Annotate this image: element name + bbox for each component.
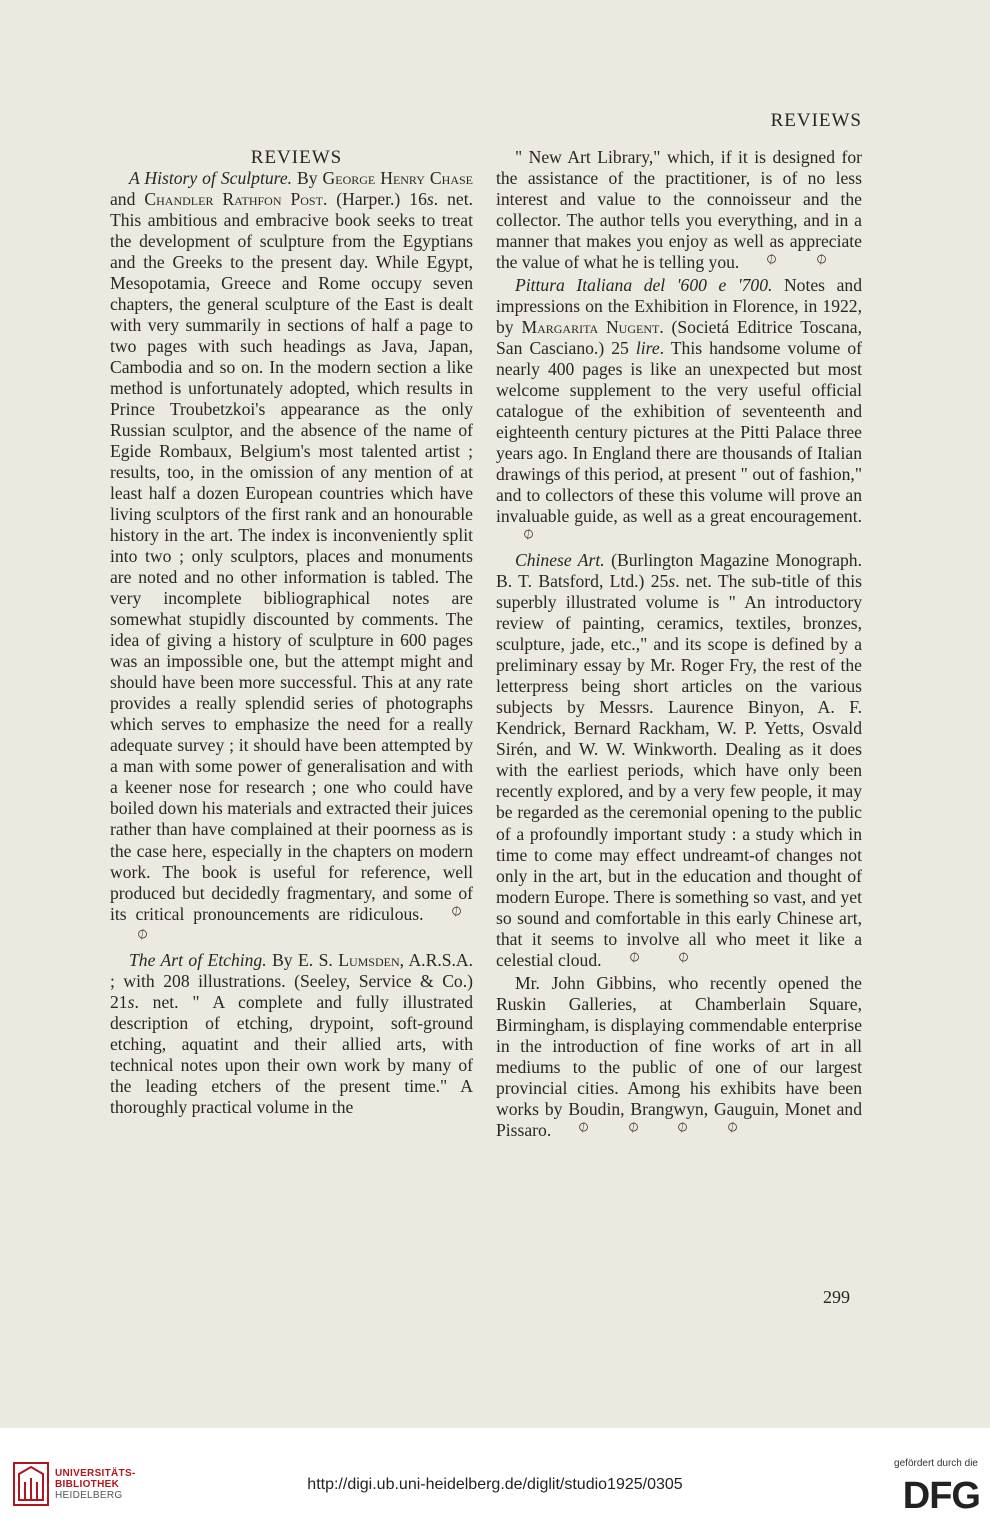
body-text: By <box>292 168 323 188</box>
leaf-ornament-icon: ∅ <box>724 1118 741 1136</box>
right-column <box>496 147 862 1143</box>
italic-text: s <box>127 991 135 1012</box>
page-number: 299 <box>823 1287 850 1307</box>
body-text: . net. This ambitious and embracive book seeks to treat the development of sculpture from the Egyptians and the Greeks to the present day. While Egypt, Mesopotamia, Greece and Rome occupy seven chapters, the general sculpture of the East is dealt with very summarily in sections of half a page to two pages with such headings as Java, Japan, Cambodia and so on. In the modern section a like method is unfortunately adopted, which results in Prince Troubetzkoi's appearance as the only Russian sculptor, and the absence of the name of Egide Rombaux, Belgium's most talented artist ; results, too, in the omission of any mention of at least half a dozen European countries which have living sculptors of the first rank and an honourable history in the art. The index is inconveniently split into two ; only sculptors, places and monuments are noted and no other information is tabled. The very incomplete bibliographical notes are somewhat stupidly discounted by comments. The idea of giving a history of sculpture in 600 pages was an impossible one, but the attempt might and should have been more successful. This at any rate provides a really splendid series of photographs which serves to emphasize the need for a really adequate survey ; it should have been attempted by a man with some power of generalisation and with a keener nose for research ; one who could have boiled down his materials and extracted their juices rather than have complained at their poorness as is the case here, especially in the chapters on modern work. The book is useful for reference, well produced but decidedly fragmentary, and some of its critical pronouncements are ridiculous. <box>110 189 473 924</box>
library-name-line3: HEIDELBERG <box>55 1490 123 1501</box>
body-text: . net. The sub-title of this superbly illustrated volume is " An introductory review of painting, ceramics, textiles, bronzes, sculpture, jade, etc.," and its scope is defined by a preliminary essay by Mr. Roger Fry, the rest of the letterpress being short articles on the various subjects by Messrs. Laurence Binyon, A. F. Kendrick, Bernard Rackham, W. P. Yetts, Osvald Sirén, and W. W. Winkworth. Dealing as it does with the earliest periods, which have only been recently explored, and by a very few people, it may be regarded as the ceremonial opening to the public of a profoundly important study : a study which in time to come may effect undreamt-of changes not only in the art, but in the education and thought of modern Europe. There is something so vast, and yet so sound and comfortable in this early Chinese art, that it seems to involve all who meet it like a celestial cloud. <box>496 571 862 970</box>
small-caps-text: George Henry Chase <box>322 168 473 188</box>
italic-text: The Art of Etching. <box>129 949 267 970</box>
body-text: (Burlington Magazine Monograph. B. T. Batsford, Ltd.) 25 <box>496 550 862 592</box>
paragraph <box>110 950 473 1118</box>
source-url-link[interactable]: http://digi.ub.uni-heidelberg.de/diglit/studio1925/0305 <box>307 1476 683 1493</box>
leaf-ornament-icon: ∅ <box>813 250 830 269</box>
library-logo-icon <box>13 1462 49 1506</box>
leaf-ornament-icon: ∅ <box>134 925 151 943</box>
body-text: . (Harper.) 16 <box>322 189 427 210</box>
italic-text: Chinese Art. <box>515 550 605 571</box>
body-text: . This handsome volume of nearly 400 pages is like an unexpected but most welcome supplement to the very useful official catalogue of the exhibition of seventeenth and eighteenth century pictures at the Pitti Palace three years ago. In England there are thousands of Italian drawings of this period, at present " out of fashion," and to collectors of these this volume will prove an invaluable guide, as well as a great encouragement. <box>496 338 862 527</box>
italic-text: Pittura Italiana del '600 e '700. <box>515 275 773 296</box>
leaf-ornament-icon: ∅ <box>626 948 643 966</box>
paragraph <box>496 550 862 972</box>
footer-bar <box>0 1428 990 1523</box>
italic-text: s <box>426 189 434 210</box>
leaf-ornament-icon: ∅ <box>674 1118 691 1136</box>
library-name-line1: UNIVERSITÄTS- <box>55 1468 136 1479</box>
small-caps-text: Lumsden <box>338 949 400 970</box>
italic-text: lire <box>635 338 660 359</box>
body-text: Mr. John Gibbins, who recently opened the Ruskin Galleries, at Chamberlain Square, Birmingham, is displaying commendable enterprise in the introduction of fine works of art in all mediums to the public of one of our largest provincial cities. Among his exhibits have been works by Boudin, Brangwyn, Gauguin, Monet and Pissaro. <box>496 972 862 1140</box>
left-column <box>110 147 473 1118</box>
leaf-ornament-icon: ∅ <box>448 902 465 920</box>
library-name <box>55 1468 136 1501</box>
leaf-ornament-icon: ∅ <box>675 948 692 966</box>
body-text: . net. " A complete and fully illustrated description of etching, drypoint, soft-ground etching, aquatint and their allied arts, with technical notes upon their own work by many of the leading etchers of the present time." A thoroughly practical volume in the <box>110 991 473 1117</box>
dfg-logo: DFG <box>902 1475 980 1517</box>
italic-text: s <box>668 571 676 592</box>
body-text: By E. S. <box>266 949 339 970</box>
paragraph <box>110 168 473 950</box>
right-column-paragraphs <box>496 147 862 1143</box>
paragraph <box>496 147 862 275</box>
left-column-paragraphs <box>110 168 473 1118</box>
leaf-ornament-icon: ∅ <box>764 250 781 269</box>
small-caps-text: Chandler Rathfon Post <box>144 189 323 210</box>
body-text: , A.R.S.A. ; with 208 illustrations. (Seeley, Service & Co.) 21 <box>110 949 473 1012</box>
paragraph <box>496 973 862 1143</box>
leaf-ornament-icon: ∅ <box>520 525 537 544</box>
italic-text: A History of Sculpture. <box>129 168 293 188</box>
body-text: . (Societá Editrice Toscana, San Casciano.) 25 <box>496 317 862 359</box>
paragraph <box>496 275 862 550</box>
leaf-ornament-icon: ∅ <box>625 1118 642 1136</box>
library-name-line2: BIBLIOTHEK <box>55 1479 120 1490</box>
funded-by-label: gefördert durch die <box>894 1458 978 1469</box>
body-text: " New Art Library," which, if it is designed for the assistance of the practitioner, is of no less interest and value to the connoisseur and the collector. The author tells you everything, and in a manner that makes you enjoy as well as appreciate the value of what he is telling you. <box>496 147 862 273</box>
small-caps-text: Margarita Nugent <box>521 317 660 338</box>
body-text: and <box>110 189 145 210</box>
body-text: Notes and impressions on the Exhibition in Florence, in 1922, by <box>496 275 862 338</box>
leaf-ornament-icon: ∅ <box>575 1118 592 1136</box>
running-header: REVIEWS <box>770 110 862 131</box>
column-heading: REVIEWS <box>250 147 343 168</box>
